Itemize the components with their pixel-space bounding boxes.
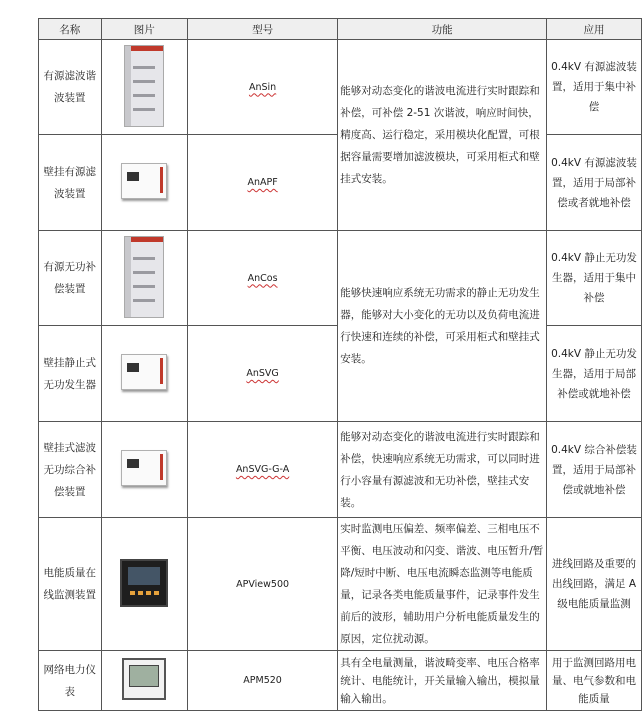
product-image	[101, 231, 187, 326]
product-function: 实时监测电压偏差、频率偏差、三相电压不平衡、电压波动和闪变、谐波、电压暂升/暂降/短时中断、电压电流瞬态监测等电能质量，记录各类电能质量事件，记录事件发生前后的波形，辅助用户分析电能质量发生的原因，定位扰动源。	[338, 518, 547, 651]
product-name: 网络电力仪表	[39, 651, 102, 711]
header-function: 功能	[338, 19, 547, 40]
product-application: 0.4kV 综合补偿装置，适用于局部补偿或就地补偿	[547, 422, 642, 518]
product-image	[101, 326, 187, 422]
product-name: 有源滤波谐波装置	[39, 40, 102, 135]
header-row	[39, 19, 642, 40]
header-name: 名称	[39, 19, 102, 40]
table-row	[39, 40, 642, 135]
product-image	[101, 518, 187, 651]
product-image	[101, 422, 187, 518]
product-image	[101, 135, 187, 231]
product-name: 壁挂静止式无功发生器	[39, 326, 102, 422]
product-image	[101, 651, 187, 711]
wall-mount-icon	[121, 163, 167, 199]
monitor-icon	[120, 559, 168, 607]
cabinet-icon	[124, 45, 164, 127]
product-application: 进线回路及重要的出线回路，满足 A 级电能质量监测	[547, 518, 642, 651]
product-function: 能够对动态变化的谐波电流进行实时跟踪和补偿，可补偿 2-51 次谐波，响应时间快，精度高、运行稳定，采用模块化配置，可根据容量需要增加滤波模块，可采用柜式和壁挂式安装。	[338, 40, 547, 231]
product-model: AnSin	[187, 40, 337, 135]
meter-icon	[122, 658, 166, 700]
product-model: AnCos	[187, 231, 337, 326]
product-table	[38, 18, 642, 711]
cabinet-icon	[124, 236, 164, 318]
product-function: 能够快速响应系统无功需求的静止无功发生器，能够对大小变化的无功以及负荷电流进行快速和连续的补偿，可采用柜式和壁挂式安装。	[338, 231, 547, 422]
product-name: 有源无功补偿装置	[39, 231, 102, 326]
product-name: 电能质量在线监测装置	[39, 518, 102, 651]
product-model: APView500	[187, 518, 337, 651]
product-model: AnAPF	[187, 135, 337, 231]
table-row	[39, 518, 642, 651]
product-function: 能够对动态变化的谐波电流进行实时跟踪和补偿，快速响应系统无功需求，可以同时进行小容量有源滤波和无功补偿，壁挂式安装。	[338, 422, 547, 518]
product-name: 壁挂式滤波无功综合补偿装置	[39, 422, 102, 518]
wall-mount-icon	[121, 450, 167, 486]
header-image: 图片	[101, 19, 187, 40]
product-image	[101, 40, 187, 135]
product-model: AnSVG	[187, 326, 337, 422]
product-application: 0.4kV 静止无功发生器，适用于集中补偿	[547, 231, 642, 326]
wall-mount-icon	[121, 354, 167, 390]
header-application: 应用	[547, 19, 642, 40]
table-row	[39, 231, 642, 326]
product-name: 壁挂有源滤波装置	[39, 135, 102, 231]
product-model: APM520	[187, 651, 337, 711]
product-application: 0.4kV 有源滤波装置，适用于集中补偿	[547, 40, 642, 135]
product-application: 0.4kV 静止无功发生器，适用于局部补偿或就地补偿	[547, 326, 642, 422]
product-application: 0.4kV 有源滤波装置，适用于局部补偿或者就地补偿	[547, 135, 642, 231]
product-application: 用于监测回路用电量、电气参数和电能质量	[547, 651, 642, 711]
product-model: AnSVG-G-A	[187, 422, 337, 518]
product-function: 具有全电量测量，谐波畸变率、电压合格率统计、电能统计，开关量输入输出，模拟量输入输出。	[338, 651, 547, 711]
table-row	[39, 651, 642, 711]
header-model: 型号	[187, 19, 337, 40]
table-row	[39, 422, 642, 518]
